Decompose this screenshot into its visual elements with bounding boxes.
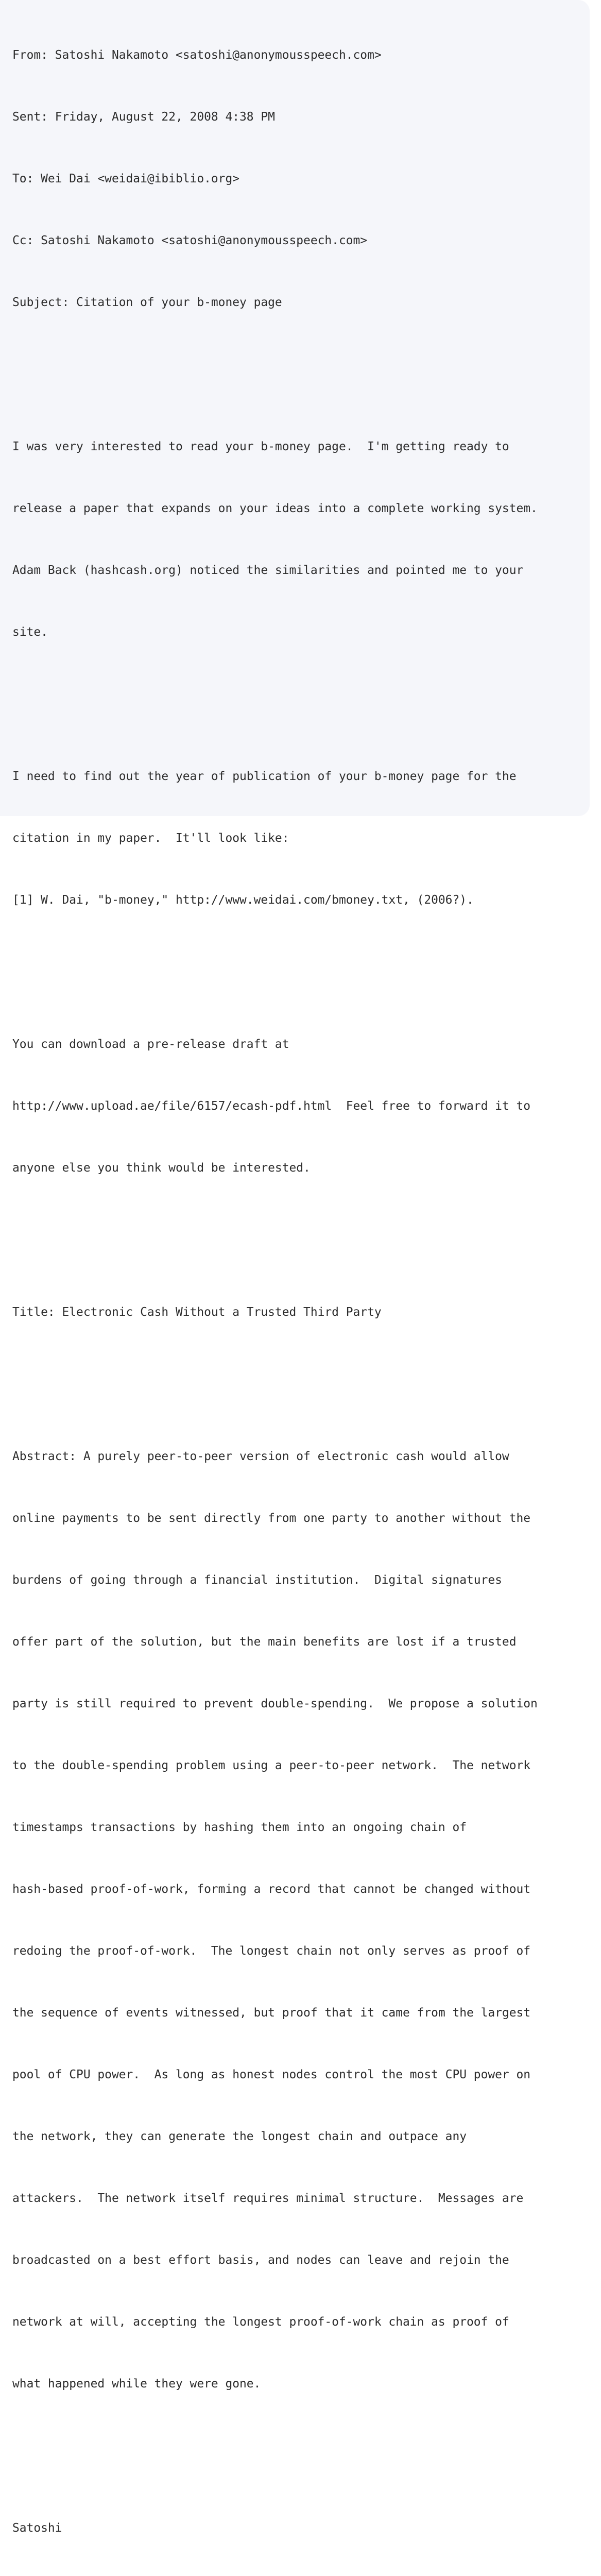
blank-line: [12, 2435, 587, 2456]
abstract-line: Abstract: A purely peer-to-peer version of electronic cash would allow: [12, 1450, 509, 1463]
signature: Satoshi: [12, 2521, 62, 2535]
draft-link-line: http://www.upload.ae/file/6157/ecash-pdf.html Feel free to forward it to: [12, 1099, 531, 1113]
blank-line: [12, 684, 587, 704]
paper-title: Title: Electronic Cash Without a Trusted Third Party: [12, 1306, 382, 1319]
abstract-line: timestamps transactions by hashing them into an ongoing chain of: [12, 1821, 467, 1834]
body-line: anyone else you think would be interested.: [12, 1161, 311, 1175]
abstract-line: pool of CPU power. As long as honest nodes control the most CPU power on: [12, 2068, 531, 2081]
abstract-line: offer part of the solution, but the main benefits are lost if a trusted: [12, 1635, 517, 1649]
from-header: From: Satoshi Nakamoto <satoshi@anonymousspeech.com>: [12, 48, 382, 62]
cc-header: Cc: Satoshi Nakamoto <satoshi@anonymousspeech.com>: [12, 234, 368, 247]
citation-line: [1] W. Dai, "b-money," http://www.weidai.com/bmoney.txt, (2006?).: [12, 893, 474, 907]
body-line: Adam Back (hashcash.org) noticed the similarities and pointed me to your: [12, 564, 524, 577]
sent-header: Sent: Friday, August 22, 2008 4:38 PM: [12, 110, 275, 124]
abstract-line: online payments to be sent directly from one party to another without the: [12, 1512, 531, 1525]
email-text: [12, 4, 587, 2576]
abstract-line: broadcasted on a best effort basis, and nodes can leave and rejoin the: [12, 2253, 509, 2267]
abstract-line: the sequence of events witnessed, but proof that it came from the largest: [12, 2006, 531, 2020]
abstract-line: network at will, accepting the longest proof-of-work chain as proof of: [12, 2315, 509, 2329]
body-line: release a paper that expands on your ideas into a complete working system.: [12, 502, 538, 515]
blank-line: [12, 1219, 587, 1240]
body-line: I was very interested to read your b-money page. I'm getting ready to: [12, 440, 509, 453]
body-line: You can download a pre-release draft at: [12, 1038, 289, 1051]
blank-line: [12, 1364, 587, 1384]
abstract-line: what happened while they were gone.: [12, 2377, 261, 2391]
abstract-line: party is still required to prevent double-spending. We propose a solution: [12, 1697, 538, 1710]
abstract-line: the network, they can generate the longest chain and outpace any: [12, 2130, 467, 2143]
body-line: site.: [12, 625, 48, 639]
body-line: citation in my paper. It'll look like:: [12, 832, 289, 845]
abstract-line: hash-based proof-of-work, forming a record that cannot be changed without: [12, 1883, 531, 1896]
abstract-line: redoing the proof-of-work. The longest chain not only serves as proof of: [12, 1944, 531, 1958]
abstract-line: burdens of going through a financial institution. Digital signatures: [12, 1573, 502, 1587]
abstract-line: to the double-spending problem using a peer-to-peer network. The network: [12, 1759, 531, 1772]
blank-line: [12, 952, 587, 972]
blank-line: [12, 354, 587, 375]
to-header: To: Wei Dai <weidai@ibiblio.org>: [12, 172, 240, 185]
abstract-line: attackers. The network itself requires minimal structure. Messages are: [12, 2192, 524, 2205]
body-line: I need to find out the year of publication of your b-money page for the: [12, 770, 517, 783]
subject-header: Subject: Citation of your b-money page: [12, 296, 282, 309]
